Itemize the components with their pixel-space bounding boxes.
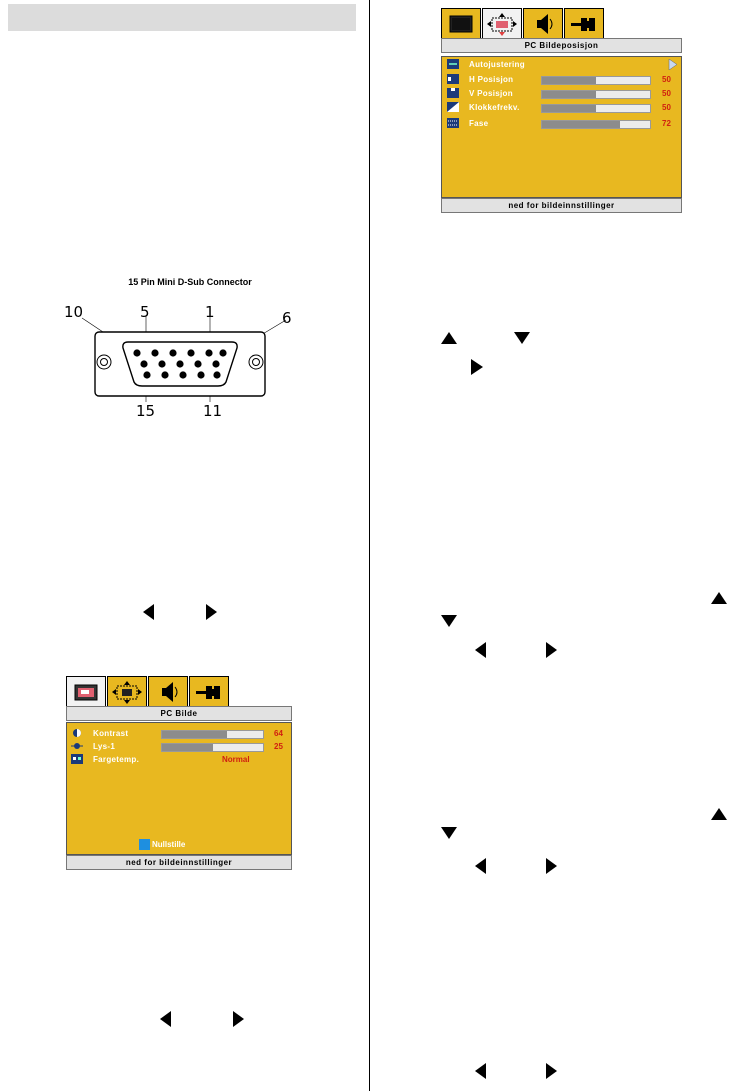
row-value: 50 — [662, 89, 671, 98]
menu-row-h-posisjon[interactable] — [447, 74, 677, 86]
menu-footer: ned for bildeinnstillinger — [66, 855, 292, 870]
tab-source[interactable] — [189, 676, 229, 707]
submenu-arrow-icon — [668, 59, 678, 70]
brightness-icon — [71, 741, 83, 751]
tab-position[interactable] — [482, 8, 522, 39]
section-header-bar — [8, 4, 356, 31]
menu-panel — [66, 722, 292, 855]
row-label: Autojustering — [469, 60, 525, 69]
up-arrow-icon — [711, 808, 727, 820]
row-value: 50 — [662, 103, 671, 112]
row-label: Kontrast — [93, 729, 129, 738]
row-label: Fase — [469, 119, 489, 128]
menu-row-kontrast[interactable] — [71, 728, 287, 740]
up-arrow-icon — [441, 332, 457, 344]
right-arrow-icon — [471, 359, 483, 375]
brightness-slider[interactable] — [161, 743, 264, 752]
tab-picture[interactable] — [441, 8, 481, 39]
tab-sound[interactable] — [148, 676, 188, 707]
down-arrow-icon — [441, 827, 457, 839]
menu-row-v-posisjon[interactable] — [447, 88, 677, 100]
clock-icon — [447, 102, 459, 112]
menu-row-autojustering[interactable] — [447, 59, 677, 71]
clock-slider[interactable] — [541, 104, 651, 113]
left-arrow-icon — [143, 604, 154, 620]
phase-slider[interactable] — [541, 120, 651, 129]
right-arrow-icon — [546, 1063, 557, 1079]
up-arrow-icon — [711, 592, 727, 604]
phase-icon — [447, 118, 459, 128]
menu-row-fase[interactable] — [447, 118, 677, 130]
menu-row-lys[interactable] — [71, 741, 287, 753]
color-temp-icon — [71, 754, 83, 764]
vga-connector-diagram — [60, 298, 310, 420]
reset-icon — [139, 839, 150, 850]
row-value: 50 — [662, 75, 671, 84]
auto-adjust-icon — [447, 59, 459, 69]
row-value: 64 — [274, 729, 283, 738]
row-label: Klokkefrekv. — [469, 103, 520, 112]
pin-label-6: 6 — [282, 309, 292, 327]
menu-row-klokkefrekv[interactable] — [447, 102, 677, 114]
right-arrow-icon — [206, 604, 217, 620]
tab-picture[interactable] — [66, 676, 106, 707]
left-arrow-icon — [475, 858, 486, 874]
left-arrow-icon — [475, 642, 486, 658]
connector-title: 15 Pin Mini D-Sub Connector — [128, 277, 252, 287]
menu-title: PC Bildeposisjon — [441, 38, 682, 53]
tab-sound[interactable] — [523, 8, 563, 39]
contrast-icon — [71, 728, 83, 738]
left-arrow-icon — [160, 1011, 171, 1027]
row-label: V Posisjon — [469, 89, 513, 98]
pc-position-menu — [441, 8, 682, 214]
menu-row-fargetemp[interactable] — [71, 754, 287, 766]
row-label: Fargetemp. — [93, 755, 140, 764]
tab-position[interactable] — [107, 676, 147, 707]
pc-picture-menu — [66, 676, 292, 876]
down-arrow-icon — [514, 332, 530, 344]
pin-label-11: 11 — [203, 402, 223, 420]
column-divider — [369, 0, 370, 1091]
row-label: H Posisjon — [469, 75, 514, 84]
right-arrow-icon — [546, 642, 557, 658]
h-position-slider[interactable] — [541, 76, 651, 85]
right-arrow-icon — [233, 1011, 244, 1027]
v-position-slider[interactable] — [541, 90, 651, 99]
pin-label-5: 5 — [140, 303, 150, 321]
h-position-icon — [447, 74, 459, 84]
left-arrow-icon — [475, 1063, 486, 1079]
tab-source[interactable] — [564, 8, 604, 39]
row-value: 25 — [274, 742, 283, 751]
pin-label-10: 10 — [64, 303, 84, 321]
reset-label: Nullstille — [152, 840, 186, 849]
row-value: Normal — [222, 755, 250, 764]
down-arrow-icon — [441, 615, 457, 627]
row-label: Lys-1 — [93, 742, 116, 751]
v-position-icon — [447, 88, 459, 98]
pin-label-1: 1 — [205, 303, 215, 321]
contrast-slider[interactable] — [161, 730, 264, 739]
pin-label-15: 15 — [136, 402, 156, 420]
menu-footer: ned for bildeinnstillinger — [441, 198, 682, 213]
menu-panel — [441, 56, 682, 198]
menu-title: PC Bilde — [66, 706, 292, 721]
right-arrow-icon — [546, 858, 557, 874]
row-value: 72 — [662, 119, 671, 128]
